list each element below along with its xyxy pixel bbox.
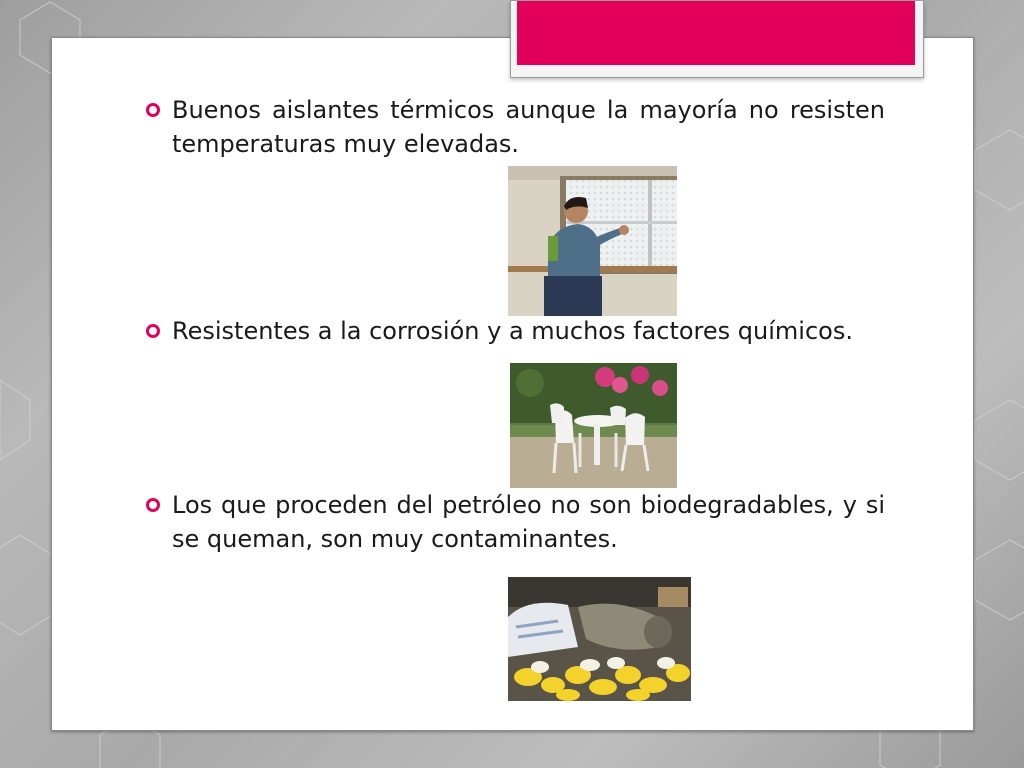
title-accent-bar [517, 1, 915, 65]
hollow-circle-bullet-icon [145, 497, 172, 517]
bullet-text-3: Los que proceden del petróleo no son biodegradables, y si se queman, son muy contaminantes. [172, 491, 885, 553]
hollow-circle-bullet-icon [145, 102, 172, 122]
bullet-text-1: Buenos aislantes térmicos aunque la mayoría no resisten temperaturas muy elevadas. [172, 96, 885, 158]
title-frame [510, 0, 924, 78]
hollow-circle-bullet-icon [145, 323, 172, 343]
photo-plastic-waste [508, 577, 691, 701]
bullet-item-2 [145, 314, 885, 348]
photo-window-insulation [508, 166, 677, 316]
photo-plastic-garden-furniture [510, 363, 677, 488]
bullet-item-3 [145, 488, 885, 556]
bullet-item-1 [145, 93, 885, 161]
bullet-text-2: Resistentes a la corrosión y a muchos factores químicos. [172, 317, 853, 345]
